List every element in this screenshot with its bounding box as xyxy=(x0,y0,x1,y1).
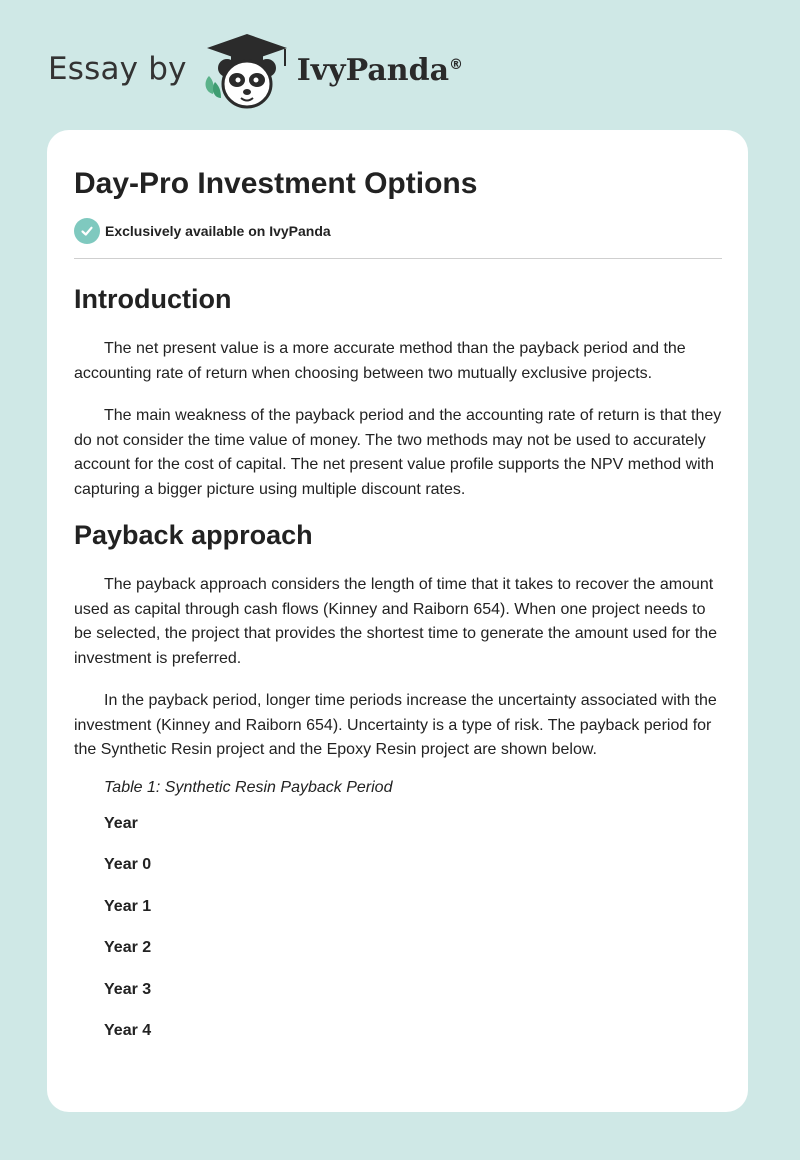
page-title: Day-Pro Investment Options xyxy=(74,167,478,200)
panda-graduate-icon xyxy=(201,32,293,112)
table-row-header: Year xyxy=(104,814,138,832)
paragraph: The payback approach considers the length of time that it takes to recover the amount used as capital through cash flows (Kinney and Raiborn 654). When one project needs to be selected, the project that provides the shortest time to generate the amount used for the investment is preferred. xyxy=(74,576,718,667)
payback-table xyxy=(104,814,722,1064)
table-row-year-1: Year 1 xyxy=(104,897,152,915)
table-row-year-2: Year 2 xyxy=(104,939,152,957)
table-row-year-3: Year 3 xyxy=(104,980,152,998)
brand-name-text: IvyPanda xyxy=(296,52,450,88)
table-row-year-0: Year 0 xyxy=(104,856,152,874)
table-caption: Table 1: Synthetic Resin Payback Period xyxy=(104,778,393,796)
section-heading-introduction: Introduction xyxy=(74,284,232,314)
brand-name xyxy=(297,53,463,88)
divider xyxy=(74,258,722,259)
exclusive-badge xyxy=(74,218,722,244)
table-row-year-4: Year 4 xyxy=(104,1022,152,1040)
brand-header xyxy=(48,32,463,112)
registered-mark: ® xyxy=(449,56,464,73)
article-card xyxy=(47,130,748,1112)
brand-prefix: Essay by xyxy=(48,51,187,87)
check-circle-icon xyxy=(74,218,100,244)
paragraph: In the payback period, longer time periods increase the uncertainty associated with the investment (Kinney and Raiborn 654). Uncertainty is a type of risk. The payback period for the Synthetic Resin project and the Epoxy Resin project are shown below. xyxy=(74,692,717,758)
paragraph: The main weakness of the payback period and the accounting rate of return is that they do not consider the time value of money. The two methods may not be used to accurately account for the cost of capital. The net present value profile supports the NPV method with capturing a bigger picture using multiple discount rates. xyxy=(74,407,722,498)
paragraph: The net present value is a more accurate method than the payback period and the accounting rate of return when choosing between two mutually exclusive projects. xyxy=(74,340,686,382)
section-heading-payback-approach: Payback approach xyxy=(74,520,313,550)
badge-text: Exclusively available on IvyPanda xyxy=(105,223,331,239)
